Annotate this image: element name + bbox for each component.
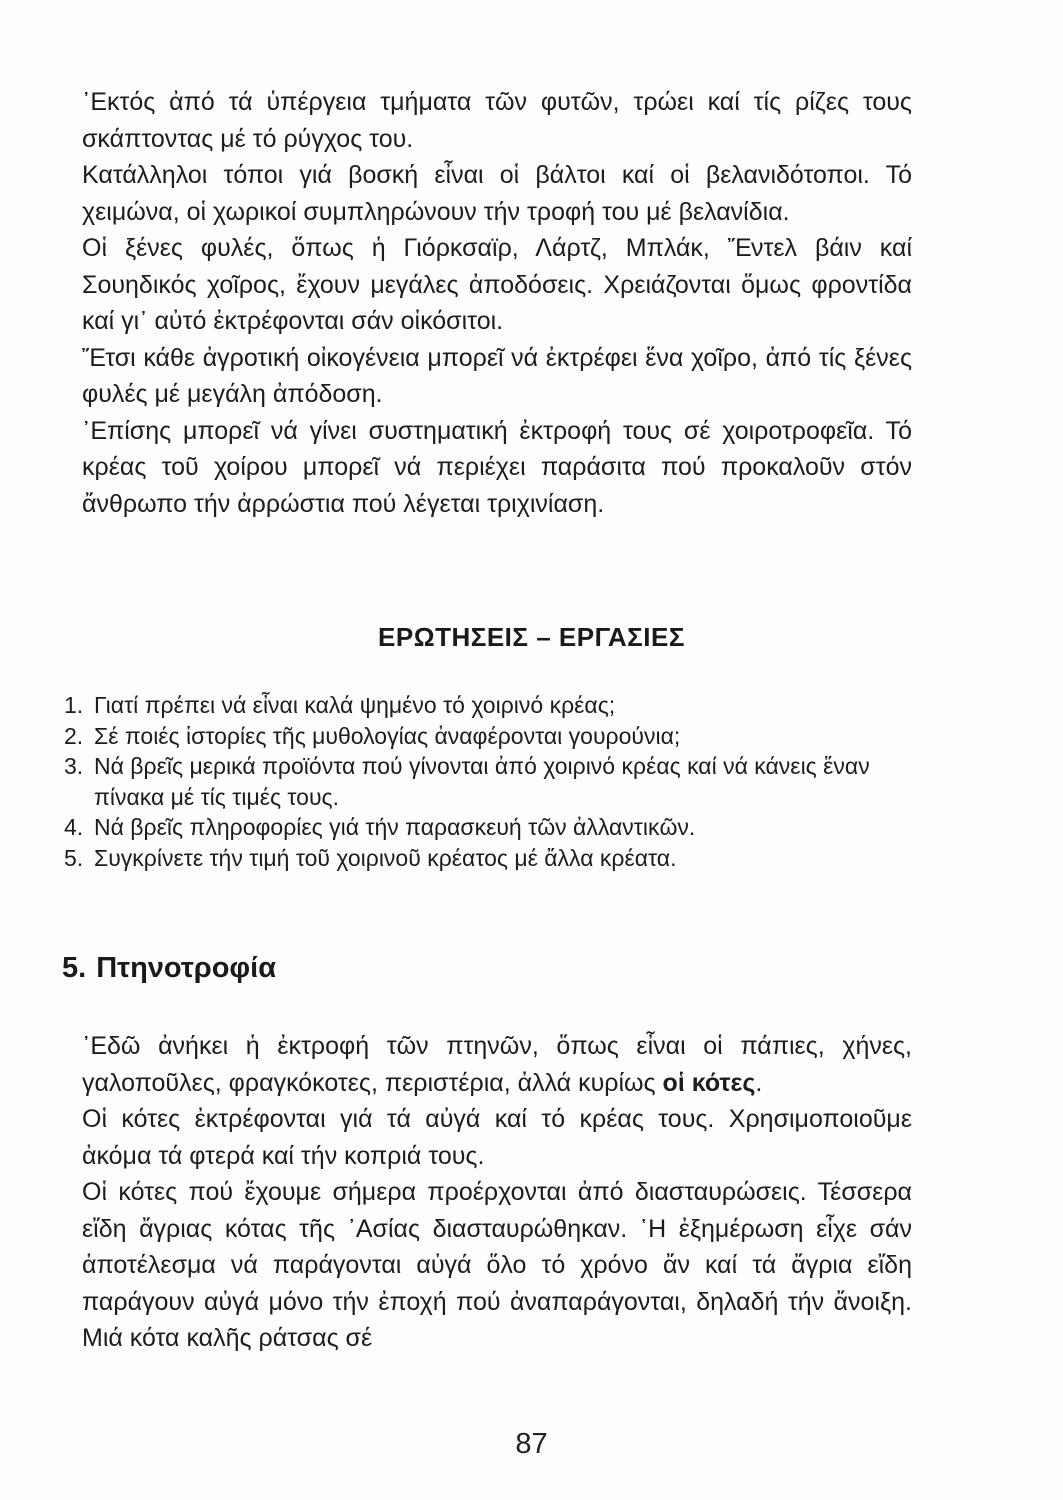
question-item: [64, 751, 924, 812]
question-item: [64, 690, 924, 721]
paragraph: [82, 1028, 912, 1101]
question-number: 4.: [64, 814, 84, 840]
paragraph: Οἱ κότες πού ἔχουμε σήμερα προέρχονται ἀπό διασταυρώσεις. Τέσσερα εἴδη ἄγριας κότας τῆς ᾿Ασίας διασταυρώθηκαν. ῾Η ἐξημέρωση εἶχε σάν ἀποτέλεσμα νά παράγονται αὐγά ὅλο τό χρόνο ἄν καί τά ἄγρια εἴδη παράγουν αὐγά μόνο τήν ἐποχή πού ἀναπαράγονται, δηλαδή τήν ἄνοιξη. Μιά κότα καλῆς ράτσας σέ: [82, 1178, 912, 1352]
paragraph-text: ᾿Εδῶ ἀνήκει ἡ ἐκτροφή τῶν πτηνῶν, ὅπως εἶναι οἱ πάπιες, χήνες, γαλοποῦλες, φραγκόκοτες, περιστέρια, ἀλλά κυρίως: [82, 1032, 912, 1097]
section-title: [62, 952, 276, 985]
question-item: [64, 721, 924, 752]
question-item: [64, 843, 924, 874]
paragraph: Ἔτσι κάθε ἀγροτική οἰκογένεια μπορεῖ νά ἐκτρέφει ἕνα χοῖρο, ἀπό τίς ξένες φυλές μέ μεγάλη ἀπόδοση.: [82, 343, 912, 408]
question-text: Νά βρεῖς μερικά προϊόντα πού γίνονται ἀπό χοιρινό κρέας καί νά κάνεις ἕναν πίνακα μέ τίς τιμές τους.: [94, 753, 870, 810]
question-text: Νά βρεῖς πληροφορίες γιά τήν παρασκευή τῶν ἀλλαντικῶν.: [94, 814, 696, 840]
paragraph: Κατάλληλοι τόποι γιά βοσκή εἶναι οἱ βάλτοι καί οἱ βελανιδότοποι. Τό χειμώνα, οἱ χωρικοί συμπληρώνουν τήν τροφή του μέ βελανίδια.: [82, 161, 912, 226]
question-number: 3.: [64, 753, 84, 779]
questions-heading: ΕΡΩΤΗΣΕΙΣ – ΕΡΓΑΣΙΕΣ: [378, 622, 685, 652]
emphasis-text: οἱ κότες: [662, 1068, 756, 1097]
question-number: 1.: [64, 692, 84, 718]
question-text: Συγκρίνετε τήν τιμή τοῦ χοιρινοῦ κρέατος μέ ἄλλα κρέατα.: [94, 844, 677, 871]
question-number: 5.: [64, 844, 84, 871]
paragraph: Οἱ ξένες φυλές, ὅπως ἡ Γιόρκσαϊρ, Λάρτζ, Μπλάκ, Ἔντελ βάιν καί Σουηδικός χοῖρος, ἔχουν μεγάλες ἀποδόσεις. Χρειάζονται ὅμως φροντίδα καί γι᾿ αὐτό ἐκτρέφονται σάν οἰκόσιτοι.: [82, 234, 912, 335]
paragraph: ᾿Επίσης μπορεῖ νά γίνει συστηματική ἐκτροφή τους σέ χοιροτροφεῖα. Τό κρέας τοῦ χοίρου μπορεῖ νά περιέχει παράσιτα πού προκαλοῦν στόν ἄνθρωπο τήν ἀρρώστια πού λέγεται τριχινίαση.: [82, 416, 912, 518]
page-number: 87: [515, 1428, 548, 1460]
paragraph: ᾿Εκτός ἀπό τά ὑπέργεια τμήματα τῶν φυτῶν, τρώει καί τίς ρίζες τους σκάπτοντας μέ τό ρύγχος του.: [82, 88, 912, 153]
paragraph-end: .: [755, 1068, 763, 1097]
questions-list: [64, 690, 924, 873]
paragraph: Οἱ κότες ἐκτρέφονται γιά τά αὐγά καί τό κρέας τους. Χρησιμοποιοῦμε ἀκόμα τά φτερά καί τήν κοπριά τους.: [82, 1105, 912, 1170]
section-title-text: Πτηνοτροφία: [96, 952, 277, 984]
question-item: [64, 812, 924, 843]
top-text-block: [82, 84, 912, 522]
section-number: 5.: [62, 952, 87, 984]
question-text: Γιατί πρέπει νά εἶναι καλά ψημένο τό χοιρινό κρέας;: [94, 692, 616, 718]
bottom-text-block: [82, 1028, 912, 1357]
question-text: Σέ ποιές ἱστορίες τῆς μυθολογίας ἀναφέρονται γουρούνια;: [94, 722, 681, 749]
question-number: 2.: [64, 722, 84, 749]
